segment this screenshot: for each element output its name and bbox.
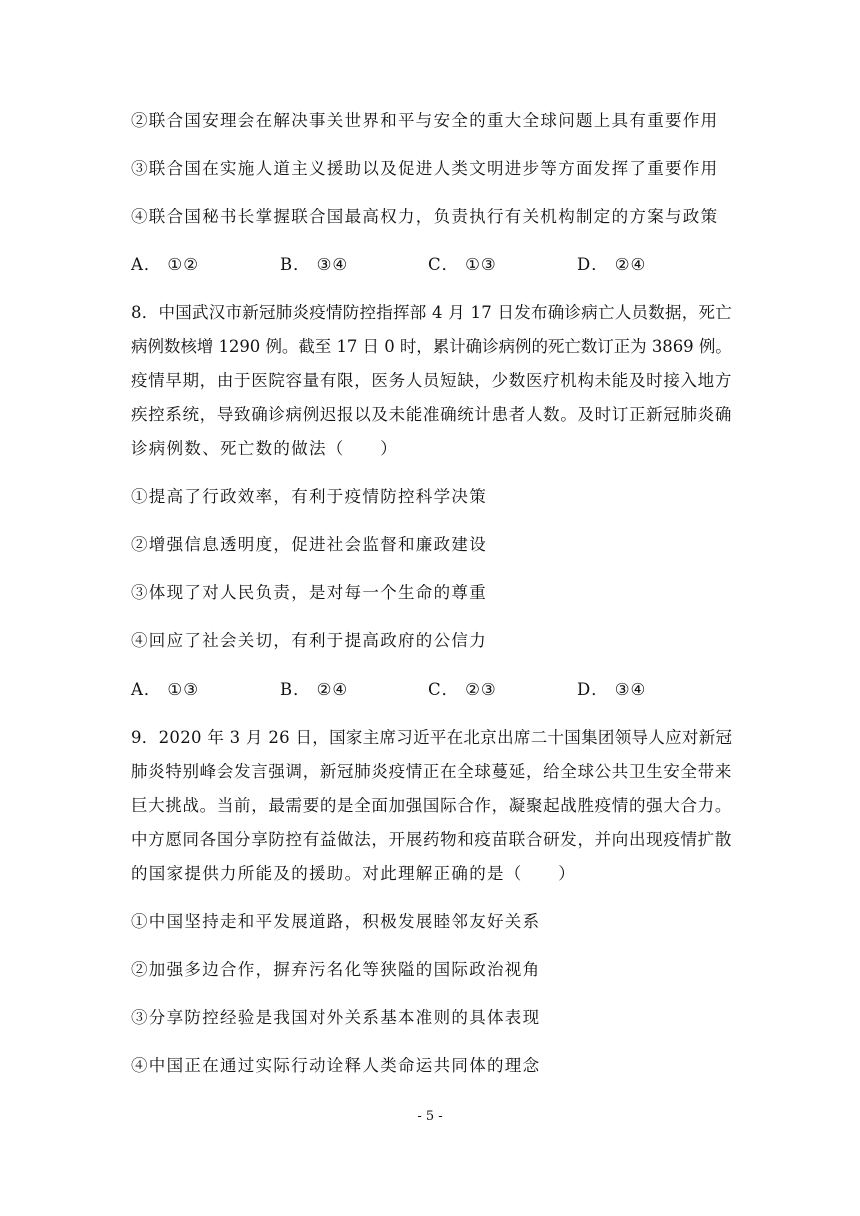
q8-stem-line-5: 诊病例数、死亡数的做法（ ） [131,439,398,458]
q8-option-c [428,679,497,701]
q9-stem-line-1: 9．2020 年 3 月 26 日，国家主席习近平在北京出席二十国集团领导人应对新冠 [131,728,733,747]
q9-statement-3: ③分享防控经验是我国对外关系基本准则的具体表现 [131,1008,541,1027]
option-label: A． [131,255,162,274]
q9-statement-1: ①中国坚持走和平发展道路，积极发展睦邻友好关系 [131,912,541,931]
q8-statement-3: ③体现了对人民负责，是对每一个生命的尊重 [131,583,487,602]
q8-stem-line-4: 疾控系统，导致确诊病例迟报以及未能准确统计患者人数。及时订正新冠肺炎确 [131,405,732,424]
q8-statement-2: ②增强信息透明度，促进社会监督和廉政建设 [131,535,487,554]
q9-stem-line-4: 中方愿同各国分享防控有益做法，开展药物和疫苗联合研发，并向出现疫情扩散 [131,830,732,849]
q7-statement-2: ②联合国安理会在解决事关世界和平与安全的重大全球问题上具有重要作用 [131,111,719,130]
option-text: ②④ [316,680,349,699]
q8-stem-line-1: 8．中国武汉市新冠肺炎疫情防控指挥部 4 月 17 日发布确诊病亡人员数据，死亡 [131,303,732,322]
option-label: C． [428,680,460,699]
q9-stem-line-5: 的国家提供力所能及的援助。对此理解正确的是（ ） [131,864,576,883]
option-text: ③④ [614,680,647,699]
q7-statement-3: ③联合国在实施人道主义援助以及促进人类文明进步等方面发挥了重要作用 [131,159,719,178]
q8-statement-1: ①提高了行政效率，有利于疫情防控科学决策 [131,487,487,506]
option-text: ②③ [465,680,497,699]
q8-stem-line-2: 病例数核增 1290 例。截至 17 日 0 时，累计确诊病例的死亡数订正为 3869 例。 [131,337,732,356]
option-label: C． [428,255,460,274]
q7-statement-4: ④联合国秘书长掌握联合国最高权力，负责执行有关机构制定的方案与政策 [131,207,719,226]
q9-stem-line-2: 肺炎特别峰会发言强调，新冠肺炎疫情正在全球蔓延，给全球公共卫生安全带来 [131,762,732,781]
q7-option-c [428,254,497,276]
option-text: ③④ [316,255,349,274]
option-label: B． [280,680,311,699]
option-text: ①③ [465,255,497,274]
q9-statement-4: ④中国正在通过实际行动诠释人类命运共同体的理念 [131,1056,541,1075]
q8-option-b [280,679,348,701]
option-label: A． [131,680,162,699]
q7-option-d [577,254,646,276]
option-text: ①③ [167,680,200,699]
option-text: ①② [167,255,200,274]
option-label: D． [577,255,609,274]
q7-option-b [280,254,348,276]
option-text: ②④ [614,255,647,274]
q9-statement-2: ②加强多边合作，摒弃污名化等狭隘的国际政治视角 [131,960,541,979]
page-number: - 5 - [417,1109,443,1124]
q8-statement-4: ④回应了社会关切，有利于提高政府的公信力 [131,631,487,650]
option-label: D． [577,680,609,699]
q8-stem-line-3: 疫情早期，由于医院容量有限，医务人员短缺，少数医疗机构未能及时接入地方 [131,371,732,390]
q7-option-a [131,254,199,276]
q9-stem-line-3: 巨大挑战。当前，最需要的是全面加强国际合作，凝聚起战胜疫情的强大合力。 [131,796,732,815]
option-label: B． [280,255,311,274]
q8-option-d [577,679,646,701]
q8-option-a [131,679,199,701]
